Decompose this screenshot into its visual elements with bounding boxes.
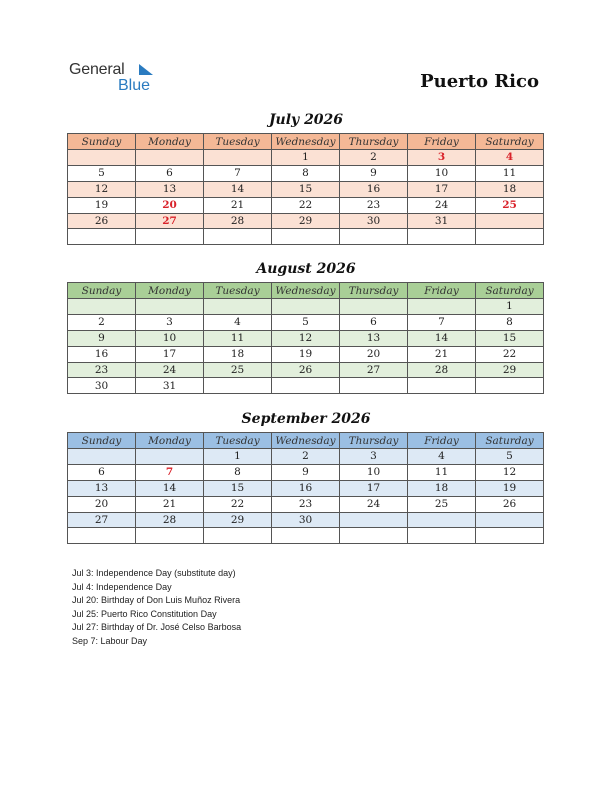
day-cell — [340, 229, 408, 245]
day-cell: 14 — [136, 480, 204, 496]
day-cell — [136, 528, 204, 544]
country-title: Puerto Rico — [420, 71, 539, 92]
general-blue-logo — [69, 61, 159, 95]
day-cell: 8 — [204, 464, 272, 480]
week-row — [68, 449, 544, 465]
logo-text-general: General — [69, 61, 125, 78]
day-cell: 13 — [68, 480, 136, 496]
weekday-header: Friday — [408, 283, 476, 299]
week-row — [68, 150, 544, 166]
day-cell: 25 — [408, 496, 476, 512]
holiday-day-cell: 27 — [136, 213, 204, 229]
day-cell — [136, 449, 204, 465]
day-cell — [476, 512, 544, 528]
day-cell: 26 — [476, 496, 544, 512]
day-cell: 30 — [68, 378, 136, 394]
day-cell: 3 — [340, 449, 408, 465]
day-cell: 10 — [136, 330, 204, 346]
day-cell: 13 — [136, 181, 204, 197]
day-cell — [476, 213, 544, 229]
day-cell: 21 — [204, 197, 272, 213]
day-cell — [204, 299, 272, 315]
day-cell — [272, 378, 340, 394]
week-row — [68, 165, 544, 181]
day-cell: 26 — [272, 362, 340, 378]
week-row — [68, 181, 544, 197]
weekday-header: Sunday — [68, 134, 136, 150]
week-row — [68, 480, 544, 496]
week-row — [68, 314, 544, 330]
calendar-august — [67, 282, 544, 394]
day-cell: 14 — [408, 330, 476, 346]
holiday-item: Jul 3: Independence Day (substitute day) — [72, 568, 236, 578]
day-cell: 19 — [68, 197, 136, 213]
day-cell: 28 — [204, 213, 272, 229]
day-cell: 16 — [272, 480, 340, 496]
day-cell — [136, 299, 204, 315]
weekday-header: Friday — [408, 433, 476, 449]
day-cell: 22 — [272, 197, 340, 213]
day-cell: 5 — [68, 165, 136, 181]
day-cell: 10 — [408, 165, 476, 181]
day-cell: 6 — [340, 314, 408, 330]
day-cell — [408, 299, 476, 315]
weekday-header: Sunday — [68, 433, 136, 449]
calendar-july — [67, 133, 544, 245]
day-cell — [68, 150, 136, 166]
day-cell: 1 — [476, 299, 544, 315]
day-cell: 24 — [340, 496, 408, 512]
holiday-day-cell: 3 — [408, 150, 476, 166]
weekday-header: Wednesday — [272, 134, 340, 150]
day-cell: 16 — [68, 346, 136, 362]
weekday-header: Sunday — [68, 283, 136, 299]
day-cell — [204, 378, 272, 394]
day-cell — [136, 229, 204, 245]
week-row — [68, 213, 544, 229]
day-cell: 17 — [136, 346, 204, 362]
holiday-item: Jul 4: Independence Day — [72, 581, 172, 592]
day-cell: 5 — [272, 314, 340, 330]
holiday-day-cell: 25 — [476, 197, 544, 213]
day-cell — [204, 229, 272, 245]
holiday-item: Sep 7: Labour Day — [72, 635, 148, 646]
day-cell: 29 — [476, 362, 544, 378]
day-cell — [68, 299, 136, 315]
day-cell: 9 — [68, 330, 136, 346]
day-cell: 2 — [68, 314, 136, 330]
day-cell: 19 — [272, 346, 340, 362]
day-cell — [408, 512, 476, 528]
holiday-item: Jul 25: Puerto Rico Constitution Day — [72, 608, 217, 619]
day-cell — [408, 528, 476, 544]
day-cell: 18 — [476, 181, 544, 197]
holiday-day-cell: 4 — [476, 150, 544, 166]
day-cell: 15 — [476, 330, 544, 346]
day-cell: 11 — [476, 165, 544, 181]
week-row — [68, 464, 544, 480]
day-cell — [68, 449, 136, 465]
day-cell — [340, 512, 408, 528]
day-cell: 24 — [408, 197, 476, 213]
weekday-header: Friday — [408, 134, 476, 150]
day-cell: 23 — [272, 496, 340, 512]
day-cell: 30 — [272, 512, 340, 528]
week-row — [68, 346, 544, 362]
day-cell — [136, 150, 204, 166]
day-cell: 2 — [272, 449, 340, 465]
day-cell: 29 — [272, 213, 340, 229]
weekday-header-row — [68, 134, 544, 150]
day-cell — [340, 299, 408, 315]
week-row — [68, 378, 544, 394]
day-cell: 19 — [476, 480, 544, 496]
week-row — [68, 330, 544, 346]
week-row — [68, 528, 544, 544]
day-cell: 1 — [204, 449, 272, 465]
day-cell — [476, 528, 544, 544]
day-cell: 3 — [136, 314, 204, 330]
week-row — [68, 496, 544, 512]
weekday-header: Wednesday — [272, 433, 340, 449]
month-title-september: September 2026 — [241, 411, 371, 427]
day-cell: 22 — [476, 346, 544, 362]
day-cell: 8 — [272, 165, 340, 181]
day-cell: 29 — [204, 512, 272, 528]
week-row — [68, 362, 544, 378]
day-cell: 11 — [408, 464, 476, 480]
weekday-header-row — [68, 283, 544, 299]
day-cell: 30 — [340, 213, 408, 229]
day-cell: 9 — [340, 165, 408, 181]
weekday-header: Thursday — [340, 433, 408, 449]
holiday-day-cell: 7 — [136, 464, 204, 480]
day-cell — [272, 229, 340, 245]
day-cell: 18 — [408, 480, 476, 496]
day-cell — [272, 299, 340, 315]
day-cell: 22 — [204, 496, 272, 512]
day-cell: 23 — [340, 197, 408, 213]
day-cell: 6 — [68, 464, 136, 480]
day-cell: 7 — [204, 165, 272, 181]
month-title-august: August 2026 — [256, 261, 356, 277]
weekday-header: Tuesday — [204, 283, 272, 299]
holiday-item: Jul 20: Birthday of Don Luis Muñoz Rivera — [72, 595, 241, 606]
day-cell: 17 — [408, 181, 476, 197]
day-cell — [340, 528, 408, 544]
month-title-july: July 2026 — [268, 112, 344, 128]
holiday-day-cell: 20 — [136, 197, 204, 213]
weekday-header: Saturday — [476, 134, 544, 150]
weekday-header: Monday — [136, 283, 204, 299]
day-cell: 11 — [204, 330, 272, 346]
day-cell: 10 — [340, 464, 408, 480]
day-cell: 2 — [340, 150, 408, 166]
day-cell: 21 — [136, 496, 204, 512]
day-cell: 27 — [68, 512, 136, 528]
week-row — [68, 512, 544, 528]
weekday-header: Monday — [136, 433, 204, 449]
logo-text-blue: Blue — [118, 77, 151, 94]
day-cell: 20 — [68, 496, 136, 512]
day-cell: 6 — [136, 165, 204, 181]
day-cell — [408, 378, 476, 394]
day-cell — [272, 528, 340, 544]
weekday-header: Tuesday — [204, 134, 272, 150]
day-cell: 24 — [136, 362, 204, 378]
day-cell: 13 — [340, 330, 408, 346]
weekday-header: Wednesday — [272, 283, 340, 299]
holiday-list — [72, 567, 241, 649]
day-cell: 4 — [204, 314, 272, 330]
day-cell: 27 — [340, 362, 408, 378]
weekday-header: Thursday — [340, 283, 408, 299]
day-cell: 21 — [408, 346, 476, 362]
weekday-header-row — [68, 433, 544, 449]
day-cell: 31 — [136, 378, 204, 394]
day-cell — [204, 150, 272, 166]
day-cell: 1 — [272, 150, 340, 166]
day-cell: 15 — [272, 181, 340, 197]
day-cell — [476, 378, 544, 394]
day-cell: 9 — [272, 464, 340, 480]
weekday-header: Saturday — [476, 433, 544, 449]
day-cell: 5 — [476, 449, 544, 465]
day-cell: 28 — [408, 362, 476, 378]
week-row — [68, 229, 544, 245]
day-cell: 12 — [272, 330, 340, 346]
day-cell — [68, 528, 136, 544]
day-cell — [204, 528, 272, 544]
week-row — [68, 299, 544, 315]
day-cell: 12 — [68, 181, 136, 197]
day-cell: 28 — [136, 512, 204, 528]
day-cell: 14 — [204, 181, 272, 197]
day-cell: 4 — [408, 449, 476, 465]
weekday-header: Thursday — [340, 134, 408, 150]
day-cell: 26 — [68, 213, 136, 229]
calendar-september — [67, 432, 544, 544]
weekday-header: Saturday — [476, 283, 544, 299]
day-cell: 15 — [204, 480, 272, 496]
day-cell — [476, 229, 544, 245]
day-cell: 18 — [204, 346, 272, 362]
day-cell: 25 — [204, 362, 272, 378]
day-cell: 7 — [408, 314, 476, 330]
day-cell: 16 — [340, 181, 408, 197]
day-cell: 31 — [408, 213, 476, 229]
weekday-header: Monday — [136, 134, 204, 150]
weekday-header: Tuesday — [204, 433, 272, 449]
day-cell — [408, 229, 476, 245]
day-cell — [68, 229, 136, 245]
holiday-item: Jul 27: Birthday of Dr. José Celso Barbosa — [72, 622, 242, 633]
day-cell: 17 — [340, 480, 408, 496]
day-cell: 23 — [68, 362, 136, 378]
day-cell: 12 — [476, 464, 544, 480]
day-cell — [340, 378, 408, 394]
week-row — [68, 197, 544, 213]
day-cell: 8 — [476, 314, 544, 330]
day-cell: 20 — [340, 346, 408, 362]
